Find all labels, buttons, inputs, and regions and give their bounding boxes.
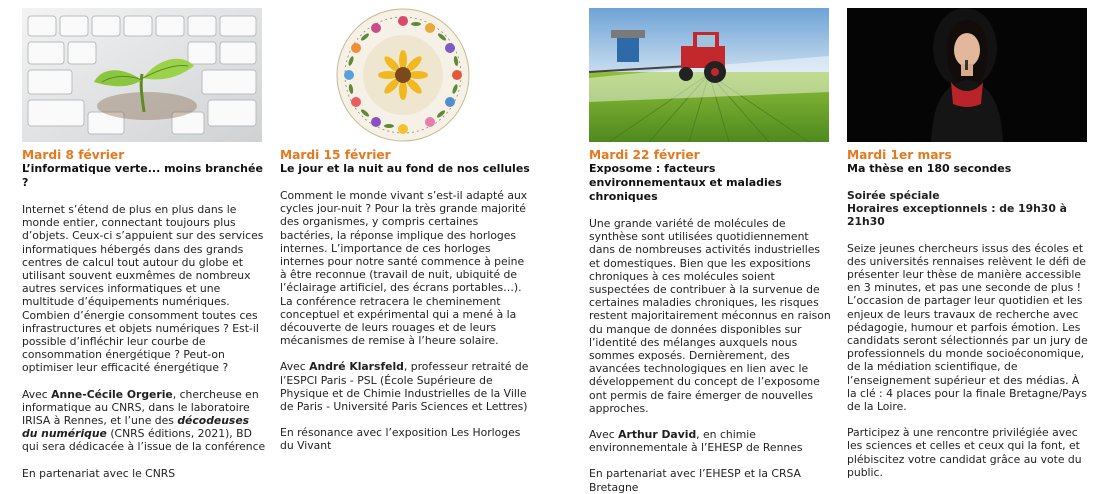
speaker-name: Arthur David: [618, 428, 697, 442]
book-title: décodeuses du numérique: [22, 414, 250, 441]
event-title: Exposome : facteurs environnementaux et maladies chroniques: [589, 162, 782, 203]
exceptional-hours: Horaires exceptionnels : de 19h30 à 21h30: [847, 202, 1067, 229]
event-title: Ma thèse en 180 secondes: [847, 162, 1012, 175]
event-call-to-action: Participez à une rencontre privilégiée avec les sciences et celles et ceux qui la font, et plébiscitez votre candidat grâce au vote du public.: [847, 426, 1082, 479]
event-partner: En partenariat avec l’EHESP et la CRSA Bretagne: [589, 467, 801, 494]
event-description: Internet s’étend de plus en plus dans le monde entier, connectant toujours plus d’objets. Ceux-ci s’appuient sur des services informatiques hébergés dans des grands centres de calcul tout autour du globe et utilisant souvent euxmêmes de nombreux autres services informatiques et une multitude d’équipements numériques. Combien d’énergie consomment toutes ces infrastructures et objets numériques ? Est-il possible d’infléchir leur courbe de consommation énergétique ? Peut-on optimiser leur efficacité énergétique ?: [22, 203, 264, 375]
event-date: Mardi 8 février: [22, 148, 125, 162]
special-label: Soirée spéciale: [847, 189, 940, 202]
event-description: Comment le monde vivant s’est-il adapté aux cycles jour-nuit ? Pour la très grande majorité des organismes, y compris certaines bactéries, la réponse implique des horloges internes. L’importance de ces horloges internes pour notre santé commence à peine à être reconnue (travail de nuit, ubiquité de l’éclairage artificiel, des écrans portables…). La conférence retracera le cheminement conceptuel et expérimental qui a mené à la découverte de leurs rouages et de leurs mécanismes de remise à l’heure solaire.: [280, 189, 528, 348]
event-speaker: Avec André Klarsfeld, professeur retraité de l’ESPCI Paris - PSL (École Supérieure de Physique et de Chimie Industrielles de la Ville de Paris - Université Paris Sciences et Lettres): [280, 360, 529, 414]
tractor-field-image: [589, 8, 829, 142]
event-card-2: [280, 8, 530, 453]
flower-clock-image: [280, 8, 526, 142]
event-partner: En partenariat avec le CNRS: [22, 466, 176, 480]
event-description: Seize jeunes chercheurs issus des écoles et des universités rennaises relèvent le défi de présenter leur thèse de manière accessible en 3 minutes, et pas une seconde de plus ! L’occasion de partager leur quotidien et les enjeux de leurs travaux de recherche avec pédagogie, humour et parfois émotion. Les candidats seront sélectionnés par un jury de professionnels du monde socioéconomique, de la médiation scientifique, de l’enseignement supérieur et des médias. À la clé : 4 places pour la finale Bretagne/Pays de la Loire.: [847, 241, 1088, 414]
event-card-4: [847, 8, 1092, 479]
event-note: En résonance avec l’exposition Les Horloges du Vivant: [280, 426, 521, 453]
event-date: Mardi 22 février: [589, 148, 700, 162]
speaker-on-stage-image: [847, 8, 1087, 142]
event-card-3: [589, 8, 834, 494]
event-description: Une grande variété de molécules de synthèse sont utilisées quotidiennement dans de nombreuses activités industrielles et domestiques. Bien que les expositions chroniques à ces molécules soient suspectées de contribuer à la survenue de certaines maladies chroniques, les risques restent majoritairement méconnus en raison du manque de données disponibles sur l’identité des mélanges auxquels nous sommes exposés. Dernièrement, des avancées technologiques en lien avec le développement du concept de l’exposome ont permis de faire émerger de nouvelles approches.: [589, 217, 831, 415]
event-date: Mardi 1er mars: [847, 148, 952, 162]
event-title: Le jour et la nuit au fond de nos cellules: [280, 162, 530, 175]
keyboard-seedling-image: [22, 8, 262, 142]
speaker-name: André Klarsfeld: [309, 360, 404, 374]
event-speaker: Avec Anne-Cécile Orgerie, chercheuse en informatique au CNRS, dans le laboratoire IRISA à Rennes, et l’une des décodeuses du numérique (CNRS éditions, 2021), BD qui sera dédicacée à l’issue de la conférence: [22, 387, 266, 454]
event-date: Mardi 15 février: [280, 148, 391, 162]
speaker-name: Anne-Cécile Orgerie: [51, 387, 173, 401]
event-speaker: Avec Arthur David, en chimie environnementale à l’EHESP de Rennes: [589, 428, 803, 455]
event-card-1: [22, 8, 268, 480]
hours-value: de 19h30 à 21h30: [847, 202, 1067, 229]
event-title: L’informatique verte... moins branchée ?: [22, 162, 263, 189]
